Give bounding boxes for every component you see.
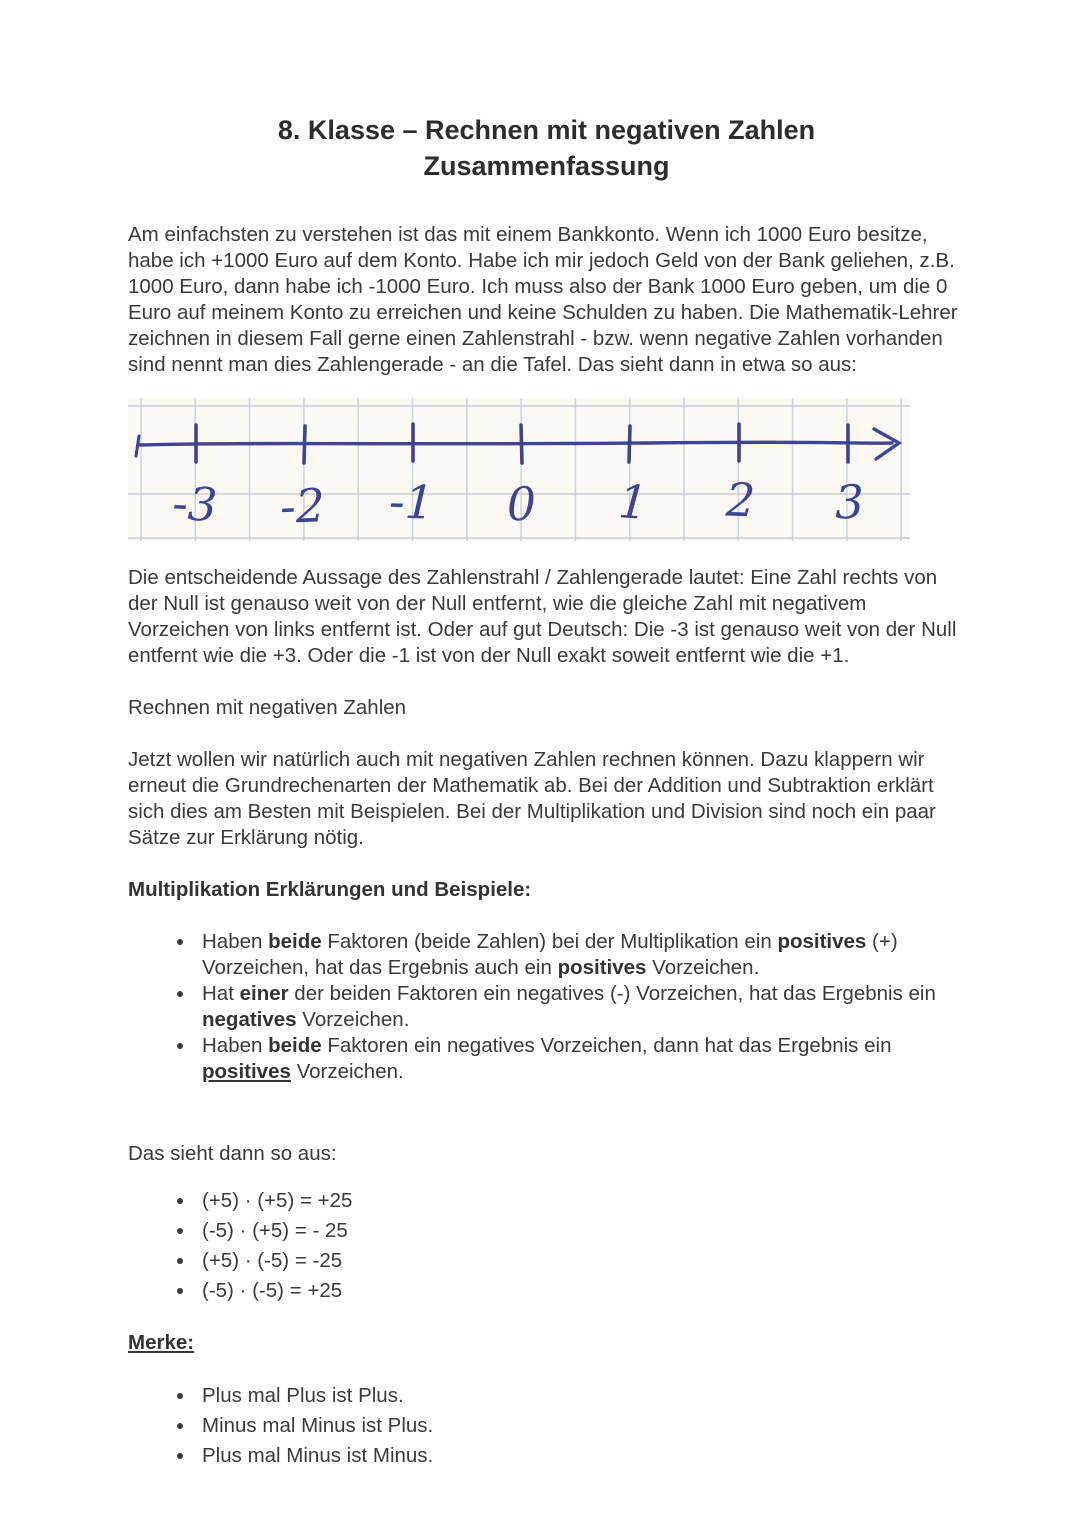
page-title [128, 112, 965, 184]
multiplication-rules-list [128, 929, 965, 1085]
list-item: • Minus mal Minus ist Plus. [196, 1412, 965, 1440]
numberline-label: -1 [388, 474, 435, 530]
calc-paragraph: Jetzt wollen wir natürlich auch mit negativen Zahlen rechnen können. Dazu klappern wir erneut die Grundrechenarten der Mathematik ab. Bei der Addition und Subtraktion erklärt sich dies am Besten mit Beispielen. Bei der Multiplikation und Division sind noch ein paar Sätze zur Erklärung nötig. [128, 748, 936, 849]
numberline-label: -2 [279, 478, 326, 534]
merke-heading-label: Merke: [128, 1331, 195, 1354]
list-item: • (-5) · (+5) = - 25 [196, 1217, 965, 1244]
merke-heading [128, 1330, 963, 1356]
section-heading: Rechnen mit negativen Zahlen [128, 696, 407, 719]
tick-zero [521, 425, 522, 463]
list-item: • Haben beide Faktoren ein negatives Vorzeichen, dann hat das Ergebnis ein positives Vorzeichen. [196, 1033, 965, 1085]
list-item: • Plus mal Minus ist Minus. [196, 1442, 965, 1470]
list-item: • Haben beide Faktoren (beide Zahlen) bei der Multiplikation ein positives (+) Vorzeichen, hat das Ergebnis auch ein positives Vorzeichen. [196, 929, 965, 981]
page-title-line1: 8. Klasse – Rechnen mit negativen Zahlen [277, 115, 816, 145]
numberline-label: 2 [724, 472, 757, 528]
statement-paragraph: Die entscheidende Aussage des Zahlenstrahl / Zahlengerade lautet: Eine Zahl rechts von der Null ist genauso weit von der Null entfernt, wie die gleiche Zahl mit negativem Vorzeichen von links entfernt ist. Oder auf gut Deutsch: Die -3 ist genauso weit von der Null entfernt wie die +3. Oder die -1 ist von der Null exakt soweit entfernt wie die +1. [128, 566, 957, 667]
examples-intro: Das sieht dann so aus: [128, 1142, 337, 1165]
examples-list [128, 1187, 965, 1304]
numberline-label: 1 [616, 474, 650, 530]
multiplication-heading: Multiplikation Erklärungen und Beispiele: [128, 878, 532, 901]
tick-plus1 [629, 426, 630, 462]
numberline-label: -3 [171, 475, 219, 533]
numberline-label: 0 [505, 476, 538, 532]
intro-paragraph: Am einfachsten zu verstehen ist das mit einem Bankkonto. Wenn ich 1000 Euro besitze, habe ich +1000 Euro auf dem Konto. Habe ich mir jedoch Geld von der Bank geliehen, z.B. 1000 Euro, dann habe ich -1000 Euro. Ich muss also der Bank 1000 Euro geben, um die 0 Euro auf meinem Konto zu erreichen und keine Schulden zu haben. Die Mathematik-Lehrer zeichnen in diesem Fall gerne einen Zahlenstrahl - bzw. wenn negative Zahlen vorhanden sind nennt man dies Zahlengerade - an die Tafel. Das sieht dann in etwa so aus: [128, 223, 958, 376]
number-line-image [128, 398, 910, 541]
list-item: • (+5) · (-5) = -25 [196, 1247, 965, 1274]
list-item: • (+5) · (+5) = +25 [196, 1187, 965, 1214]
numberline-label: 3 [833, 474, 866, 530]
section-gap [128, 1111, 965, 1141]
merke-list [128, 1382, 965, 1470]
list-item: • Plus mal Plus ist Plus. [196, 1382, 965, 1410]
page-title-line2: Zusammenfassung [423, 151, 670, 181]
tick-minus2 [304, 426, 305, 463]
list-item: • (-5) · (-5) = +25 [196, 1277, 965, 1304]
list-item: • Hat einer der beiden Faktoren ein negatives (-) Vorzeichen, hat das Ergebnis ein negatives Vorzeichen. [196, 981, 965, 1033]
